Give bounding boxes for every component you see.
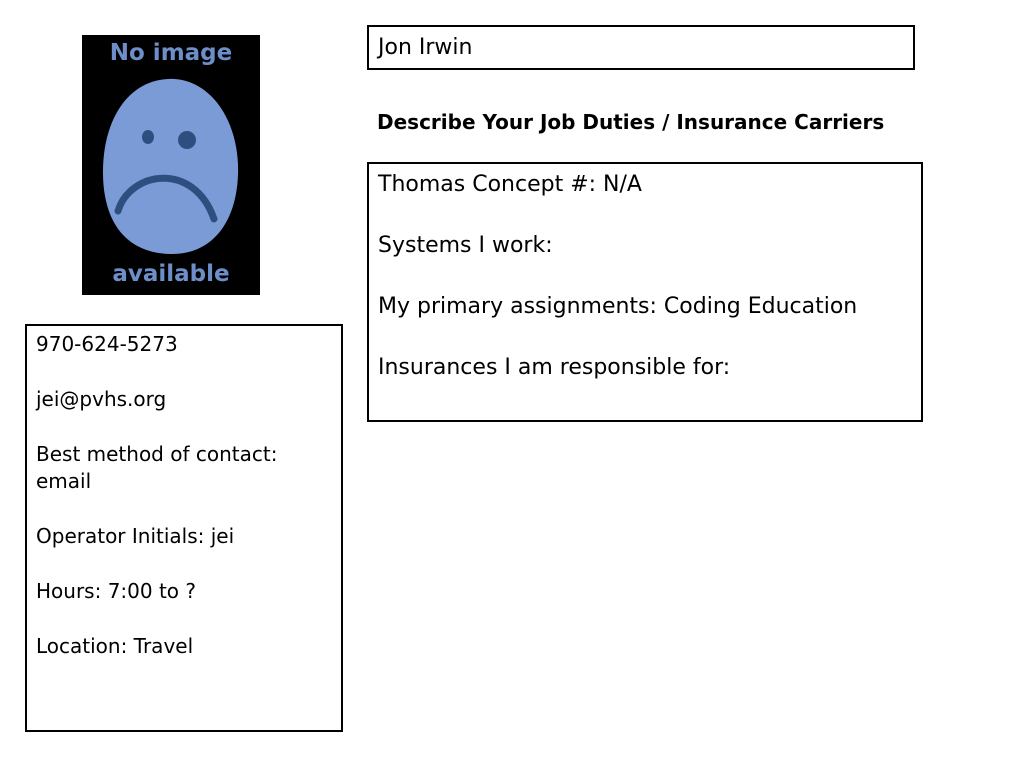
systems-line: Systems I work: <box>378 233 553 258</box>
operator-initials: Operator Initials: jei <box>36 524 235 548</box>
assignments-line: My primary assignments: Coding Education <box>378 294 858 319</box>
sad-face-icon <box>82 35 260 295</box>
best-method-value: email <box>36 469 92 493</box>
phone-number: 970-624-5273 <box>36 332 178 356</box>
hours: Hours: 7:00 to ? <box>36 579 197 603</box>
name-field[interactable] <box>367 25 915 70</box>
section-heading: Describe Your Job Duties / Insurance Carriers <box>377 110 885 134</box>
best-method-label: Best method of contact: <box>36 442 278 466</box>
no-image-label: No image <box>109 40 233 66</box>
thomas-concept-line: Thomas Concept #: N/A <box>378 172 642 197</box>
email-address: jei@pvhs.org <box>36 387 167 411</box>
insurances-line: Insurances I am responsible for: <box>378 355 731 380</box>
location: Location: Travel <box>36 634 194 658</box>
available-label: available <box>112 261 230 287</box>
job-duties-box[interactable] <box>367 162 923 422</box>
profile-photo-placeholder <box>82 35 260 295</box>
name-value: Jon Irwin <box>378 35 473 60</box>
contact-info-box[interactable] <box>25 324 343 732</box>
